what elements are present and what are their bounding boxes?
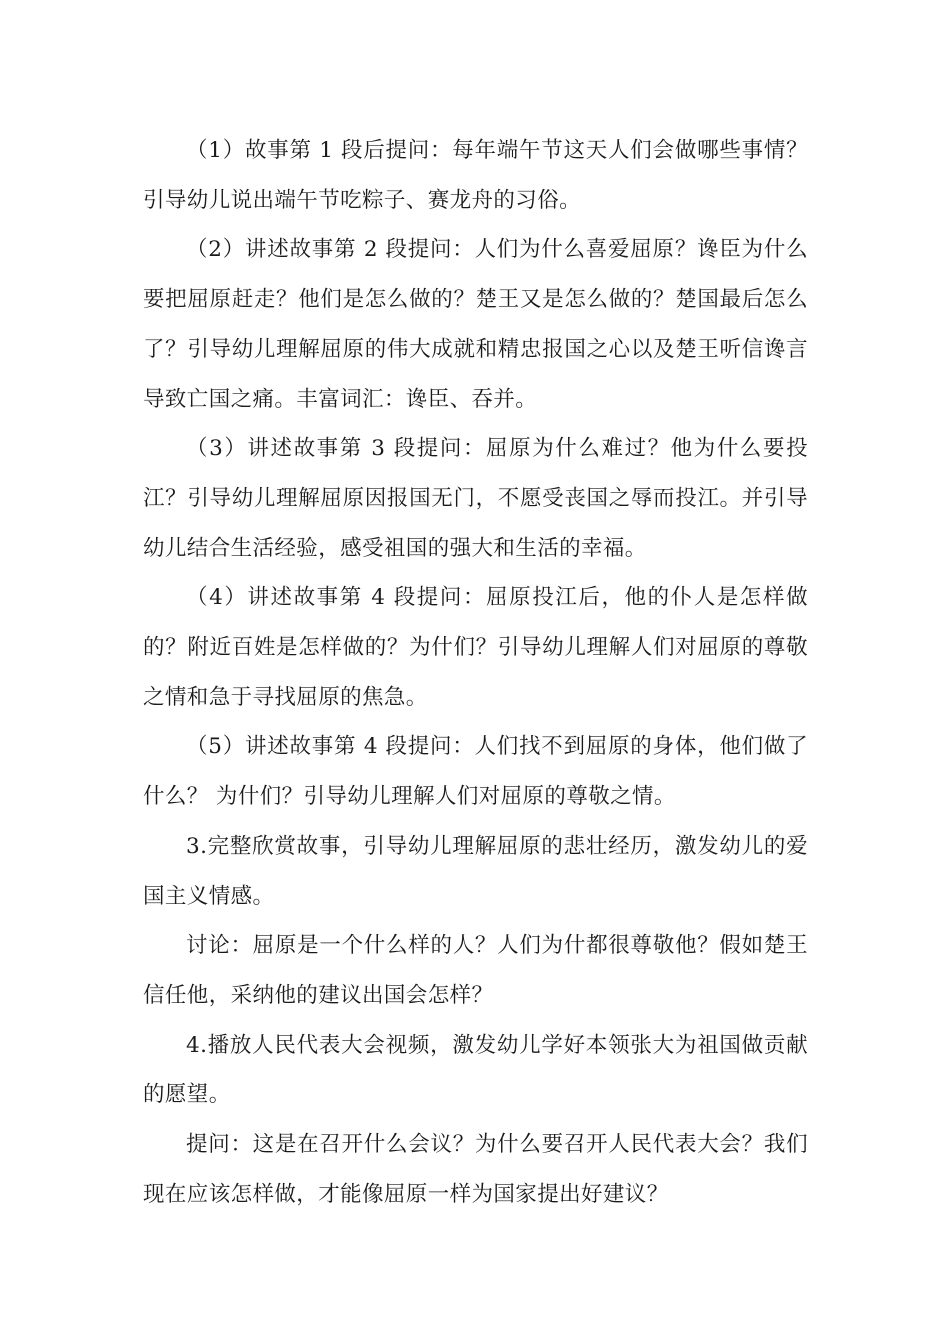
paragraph-step-4: 4.播放人民代表大会视频，激发幼儿学好本领张大为祖国做贡献的愿望。 (143, 1032, 808, 1108)
document-body (143, 126, 808, 1219)
paragraph-question-1: （1）故事第 1 段后提问：每年端午节这天人们会做哪些事情？引导幼儿说出端午节吃粽子、赛龙舟的习俗。 (143, 138, 808, 213)
paragraph-question-2: （2）讲述故事第 2 段提问：人们为什么喜爱屈原？谗臣为什么要把屈原赶走？他们是怎么做的？楚王又是怎么做的？楚国最后怎么了？引导幼儿理解屈原的伟大成就和精忠报国之心以及楚王听信谗言导致亡国之痛。丰富词汇：谗臣、吞并。 (143, 237, 808, 412)
paragraph-final-question: 提问：这是在召开什么会议？为什么要召开人民代表大会？我们现在应该怎样做，才能像屈原一样为国家提出好建议？ (143, 1132, 808, 1207)
paragraph-question-3: （3）讲述故事第 3 段提问：屈原为什么难过？他为什么要投江？引导幼儿理解屈原因报国无门，不愿受丧国之辱而投江。并引导幼儿结合生活经验，感受祖国的强大和生活的幸福。 (143, 436, 808, 561)
paragraph-question-5: （5）讲述故事第 4 段提问：人们找不到屈原的身体，他们做了什么？ 为什们？引导幼儿理解人们对屈原的尊敬之情。 (143, 734, 808, 810)
paragraph-discussion: 讨论：屈原是一个什么样的人？人们为什都很尊敬他？假如楚王信任他，采纳他的建议出国会怎样？ (143, 933, 808, 1008)
paragraph-step-3: 3.完整欣赏故事，引导幼儿理解屈原的悲壮经历，激发幼儿的爱国主义情感。 (143, 833, 808, 909)
paragraph-question-4: （4）讲述故事第 4 段提问：屈原投江后，他的仆人是怎样做的？附近百姓是怎样做的？为什们？引导幼儿理解人们对屈原的尊敬之情和急于寻找屈原的焦急。 (143, 585, 808, 710)
